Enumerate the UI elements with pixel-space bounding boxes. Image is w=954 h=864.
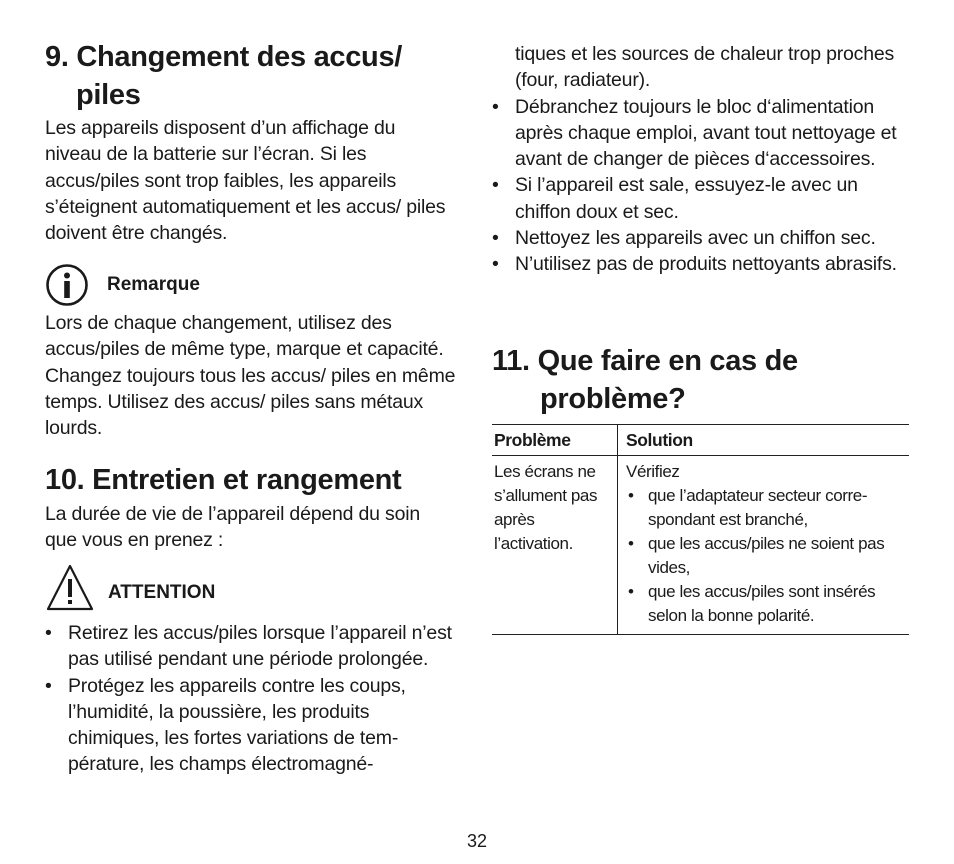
solution-item-3: que les accus/piles sont insérés selon la bonne polarité.	[648, 582, 876, 625]
bullet-dot: •	[492, 174, 499, 197]
section-11-title-line1: Que faire en cas de	[537, 345, 798, 377]
troubleshooting-table	[492, 424, 909, 635]
bullet-dot: •	[628, 534, 634, 553]
section-11-heading	[492, 342, 912, 418]
list-item	[626, 484, 907, 532]
list-item	[45, 620, 465, 673]
solution-cell	[618, 456, 910, 635]
table-row	[492, 456, 909, 635]
section-9-body: Les appareils disposent d’un affichage du niveau de la batterie sur l’écran. Si les accus/piles sont trop faibles, les appareils s’éteignent automatiquement et les accus/ piles doivent être changés.	[45, 117, 446, 245]
page-number: 32	[466, 831, 488, 851]
section-9-heading	[45, 38, 465, 114]
care-bullet-4: Si l’appareil est sale, essuyez-le avec un chiffon doux et sec.	[515, 174, 858, 223]
section-9-title-line1: Changement des accus/	[76, 41, 403, 73]
solution-item-1: que l’adaptateur secteur corre-spondant est branché,	[648, 486, 868, 529]
care-bullet-1: Retirez les accus/piles lorsque l’appareil n’est pas utilisé pendant une période prolongée.	[68, 622, 452, 671]
care-bullet-2-part2: tiques et les sources de chaleur trop proches (four, radiateur).	[515, 43, 895, 92]
problem-text: Les écrans ne s’allument pas après l’activation.	[494, 462, 598, 553]
section-9-title-line2: piles	[76, 79, 141, 111]
section-11-number: 11.	[492, 345, 530, 377]
column-header-solution: Solution	[618, 425, 910, 456]
warning-label: ATTENTION	[108, 582, 216, 603]
list-item	[492, 251, 912, 277]
care-bullet-6: N’utilisez pas de produits nettoyants abrasifs.	[515, 253, 897, 276]
warning-triangle-icon	[45, 563, 95, 613]
list-item	[492, 94, 912, 173]
section-10-intro: La durée de vie de l’appareil dépend du soin que vous en prenez :	[45, 503, 420, 552]
care-bullet-5: Nettoyez les appareils avec un chiffon sec.	[515, 227, 876, 250]
warning-callout	[45, 563, 215, 613]
note-label: Remarque	[107, 274, 200, 295]
bullet-dot: •	[492, 253, 499, 276]
list-item	[492, 41, 912, 94]
solution-item-2: que les accus/piles ne soient pas vides,	[648, 534, 885, 577]
list-item	[45, 673, 465, 778]
section-10-heading: 10. Entretien et rangement	[45, 464, 402, 496]
list-item	[492, 225, 912, 251]
bullet-dot: •	[45, 674, 52, 697]
problem-cell	[492, 456, 618, 635]
bullet-dot: •	[628, 582, 634, 601]
bullet-dot: •	[628, 486, 634, 505]
solution-list	[626, 484, 907, 628]
list-item	[626, 580, 907, 628]
section-9-number: 9.	[45, 41, 69, 73]
list-item	[492, 172, 912, 225]
list-item	[626, 532, 907, 580]
bullet-dot: •	[492, 95, 499, 118]
section-11-title-line2: problème?	[540, 383, 686, 415]
care-bullets-left	[45, 620, 465, 778]
note-callout	[45, 263, 200, 307]
info-icon	[45, 263, 89, 307]
bullet-dot: •	[45, 622, 52, 644]
bullet-dot: •	[492, 227, 499, 250]
care-bullet-3: Débranchez toujours le bloc d‘alimentation après chaque emploi, avant tout nettoyage et avant de changer de pièces d‘accessoires.	[515, 95, 897, 171]
table-header-row	[492, 425, 909, 456]
care-bullets-right	[492, 41, 912, 278]
note-body: Lors de chaque changement, utilisez des accus/piles de même type, marque et capacité. Changez toujours tous les accus/ piles en même temps. Utilisez des accus/ piles sans métaux lourds.	[45, 312, 456, 440]
solution-intro: Vérifiez	[626, 462, 680, 481]
care-bullet-2-part1: Protégez les appareils contre les coups, l’humidité, la poussière, les produits chimiques, les fortes variations de tem-pérature, les champs électromagné-	[68, 674, 406, 776]
column-header-problem: Problème	[492, 425, 618, 456]
